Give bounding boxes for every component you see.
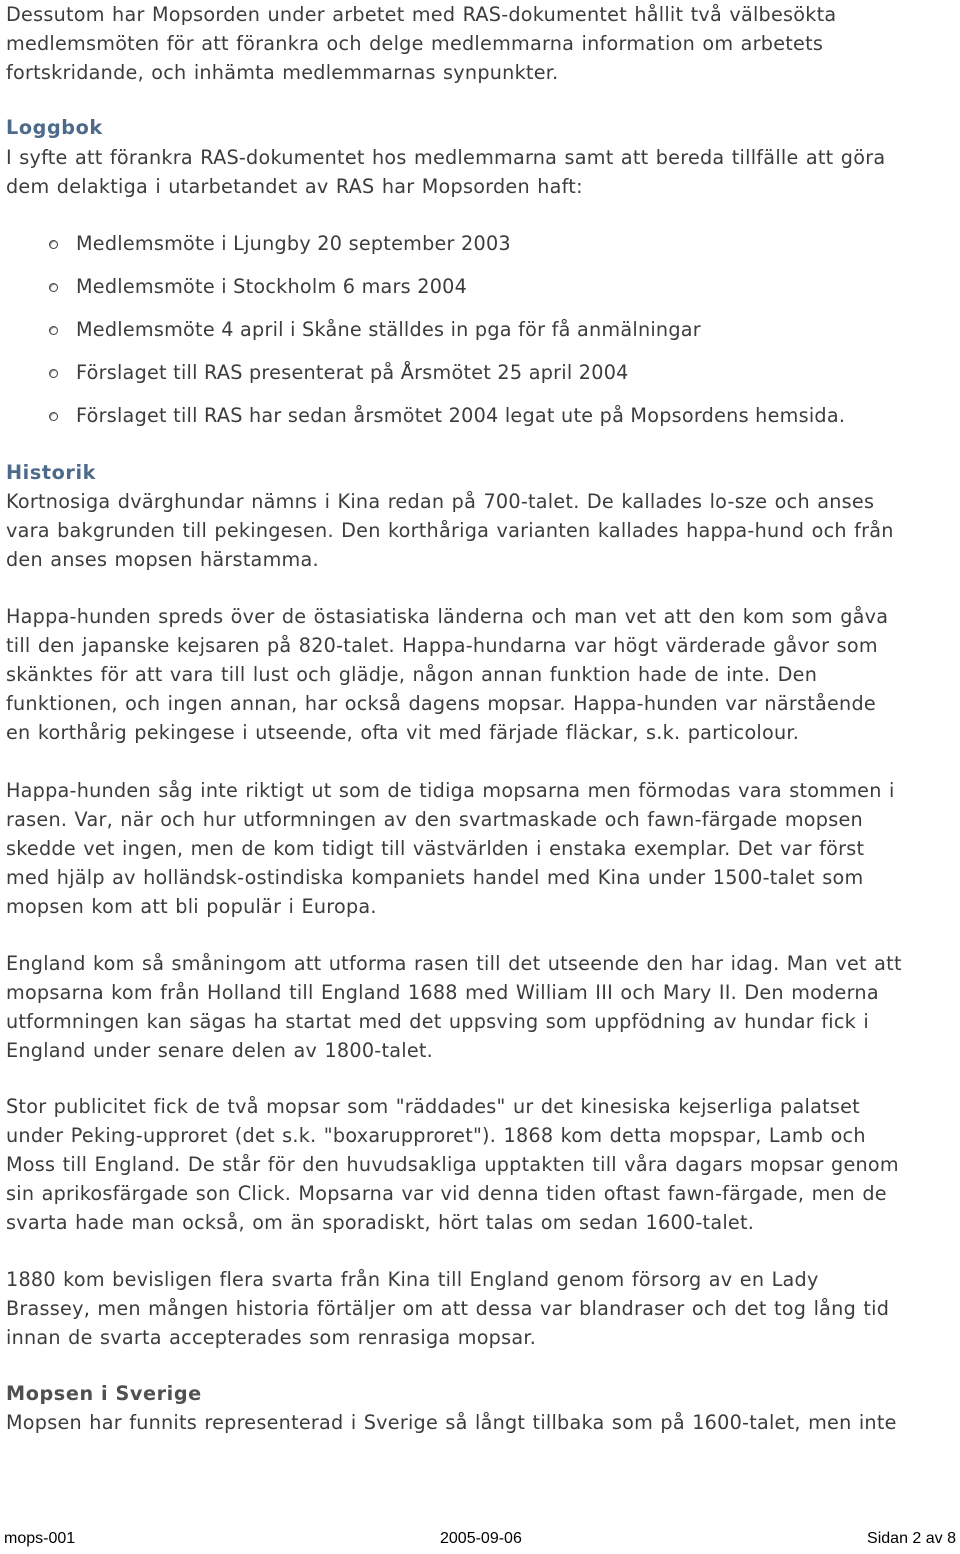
bullet-icon xyxy=(49,240,58,249)
list-item xyxy=(6,394,956,437)
historik-paragraph-5 xyxy=(6,1092,899,1237)
bullet-icon xyxy=(49,283,58,292)
historik-line: rasen. Var, när och hur utformningen av den svartmaskade och fawn-färgade mopsen xyxy=(6,808,863,831)
list-item-text: Förslaget till RAS har sedan årsmötet 2004 legat ute på Mopsordens hemsida. xyxy=(76,404,846,427)
list-item xyxy=(6,308,956,351)
intro-line: fortskridande, och inhämta medlemmarnas synpunkter. xyxy=(6,61,559,84)
intro-line: medlemsmöten för att förankra och delge medlemmarna information om arbetets xyxy=(6,32,824,55)
intro-line: Dessutom har Mopsorden under arbetet med RAS-dokumentet hållit två välbesökta xyxy=(6,3,837,26)
historik-line: Stor publicitet fick de två mopsar som "räddades" ur det kinesiska kejserliga palatset xyxy=(6,1095,860,1118)
section-heading-historik: Historik xyxy=(6,461,97,484)
historik-line: Moss till England. De står för den huvudsakliga upptakten till våra dagars mopsar genom xyxy=(6,1153,899,1176)
historik-line: England under senare delen av 1800-talet. xyxy=(6,1039,434,1062)
historik-line: mopsen kom att bli populär i Europa. xyxy=(6,895,377,918)
list-item-text: Medlemsmöte 4 april i Skåne ställdes in pga för få anmälningar xyxy=(76,318,701,341)
list-item-text: Medlemsmöte i Ljungby 20 september 2003 xyxy=(76,232,511,255)
historik-line: under Peking-upproret (det s.k. "boxarupproret"). 1868 kom detta mopspar, Lamb och xyxy=(6,1124,866,1147)
loggbok-paragraph xyxy=(6,143,885,201)
list-item xyxy=(6,222,956,265)
bullet-icon xyxy=(49,412,58,421)
loggbok-line: I syfte att förankra RAS-dokumentet hos medlemmarna samt att bereda tillfälle att göra xyxy=(6,146,886,169)
historik-paragraph-3 xyxy=(6,776,895,921)
historik-line: mopsarna kom från Holland till England 1688 med William III och Mary II. Den moderna xyxy=(6,981,879,1004)
historik-line: med hjälp av holländsk-ostindiska kompaniets handel med Kina under 1500-talet som xyxy=(6,866,864,889)
historik-line: den anses mopsen härstamma. xyxy=(6,548,319,571)
historik-line: till den japanske kejsaren på 820-talet. Happa-hundarna var högt värderade gåvor som xyxy=(6,634,878,657)
footer-date: 2005-09-06 xyxy=(440,1530,522,1547)
historik-line: sin aprikosfärgade son Click. Mopsarna var vid denna tiden oftast fawn-färgade, men de xyxy=(6,1182,887,1205)
meeting-list xyxy=(6,222,956,437)
list-item xyxy=(6,265,956,308)
historik-paragraph-6 xyxy=(6,1265,889,1352)
historik-paragraph-4 xyxy=(6,949,902,1065)
historik-line: England kom så småningom att utforma rasen till det utseende den har idag. Man vet att xyxy=(6,952,902,975)
historik-line: skedde vet ingen, men de kom tidigt till västvärlden i enstaka exemplar. Det var först xyxy=(6,837,865,860)
historik-line: vara bakgrunden till pekingesen. Den korthåriga varianten kallades happa-hund och från xyxy=(6,519,894,542)
bullet-icon xyxy=(49,326,58,335)
historik-line: utformningen kan sägas ha startat med det uppsving som uppfödning av hundar fick i xyxy=(6,1010,869,1033)
page-footer xyxy=(0,1530,960,1554)
footer-doc-id: mops-001 xyxy=(4,1530,76,1547)
list-item-text: Förslaget till RAS presenterat på Årsmötet 25 april 2004 xyxy=(76,361,629,384)
historik-line: 1880 kom bevisligen flera svarta från Kina till England genom försorg av en Lady xyxy=(6,1268,819,1291)
list-item-text: Medlemsmöte i Stockholm 6 mars 2004 xyxy=(76,275,468,298)
historik-line: innan de svarta accepterades som renrasiga mopsar. xyxy=(6,1326,537,1349)
sverige-paragraph xyxy=(6,1408,897,1437)
historik-line: svarta hade man också, om än sporadiskt, hört talas om sedan 1600-talet. xyxy=(6,1211,755,1234)
historik-line: Brassey, men mången historia förtäljer om att dessa var blandraser och det tog lång tid xyxy=(6,1297,890,1320)
intro-paragraph xyxy=(6,0,836,87)
historik-paragraph-2 xyxy=(6,602,888,747)
footer-page-number: Sidan 2 av 8 xyxy=(867,1530,956,1547)
historik-line: en korthårig pekingese i utseende, ofta vit med färjade fläckar, s.k. particolour. xyxy=(6,721,800,744)
historik-line: Happa-hunden spreds över de östasiatiska länderna och man vet att den kom som gåva xyxy=(6,605,889,628)
historik-line: Happa-hunden såg inte riktigt ut som de tidiga mopsarna men förmodas vara stommen i xyxy=(6,779,895,802)
section-heading-loggbok: Loggbok xyxy=(6,116,103,139)
list-item xyxy=(6,351,956,394)
sverige-line: Mopsen har funnits representerad i Sverige så långt tillbaka som på 1600-talet, men inte xyxy=(6,1411,897,1434)
historik-line: Kortnosiga dvärghundar nämns i Kina redan på 700-talet. De kallades lo-sze och anses xyxy=(6,490,875,513)
loggbok-line: dem delaktiga i utarbetandet av RAS har Mopsorden haft: xyxy=(6,175,583,198)
bullet-icon xyxy=(49,369,58,378)
historik-line: funktionen, och ingen annan, har också dagens mopsar. Happa-hunden var närstående xyxy=(6,692,876,715)
historik-line: skänktes för att vara till lust och glädje, någon annan funktion hade de inte. Den xyxy=(6,663,818,686)
historik-paragraph-1 xyxy=(6,487,894,574)
section-heading-sverige: Mopsen i Sverige xyxy=(6,1382,202,1405)
